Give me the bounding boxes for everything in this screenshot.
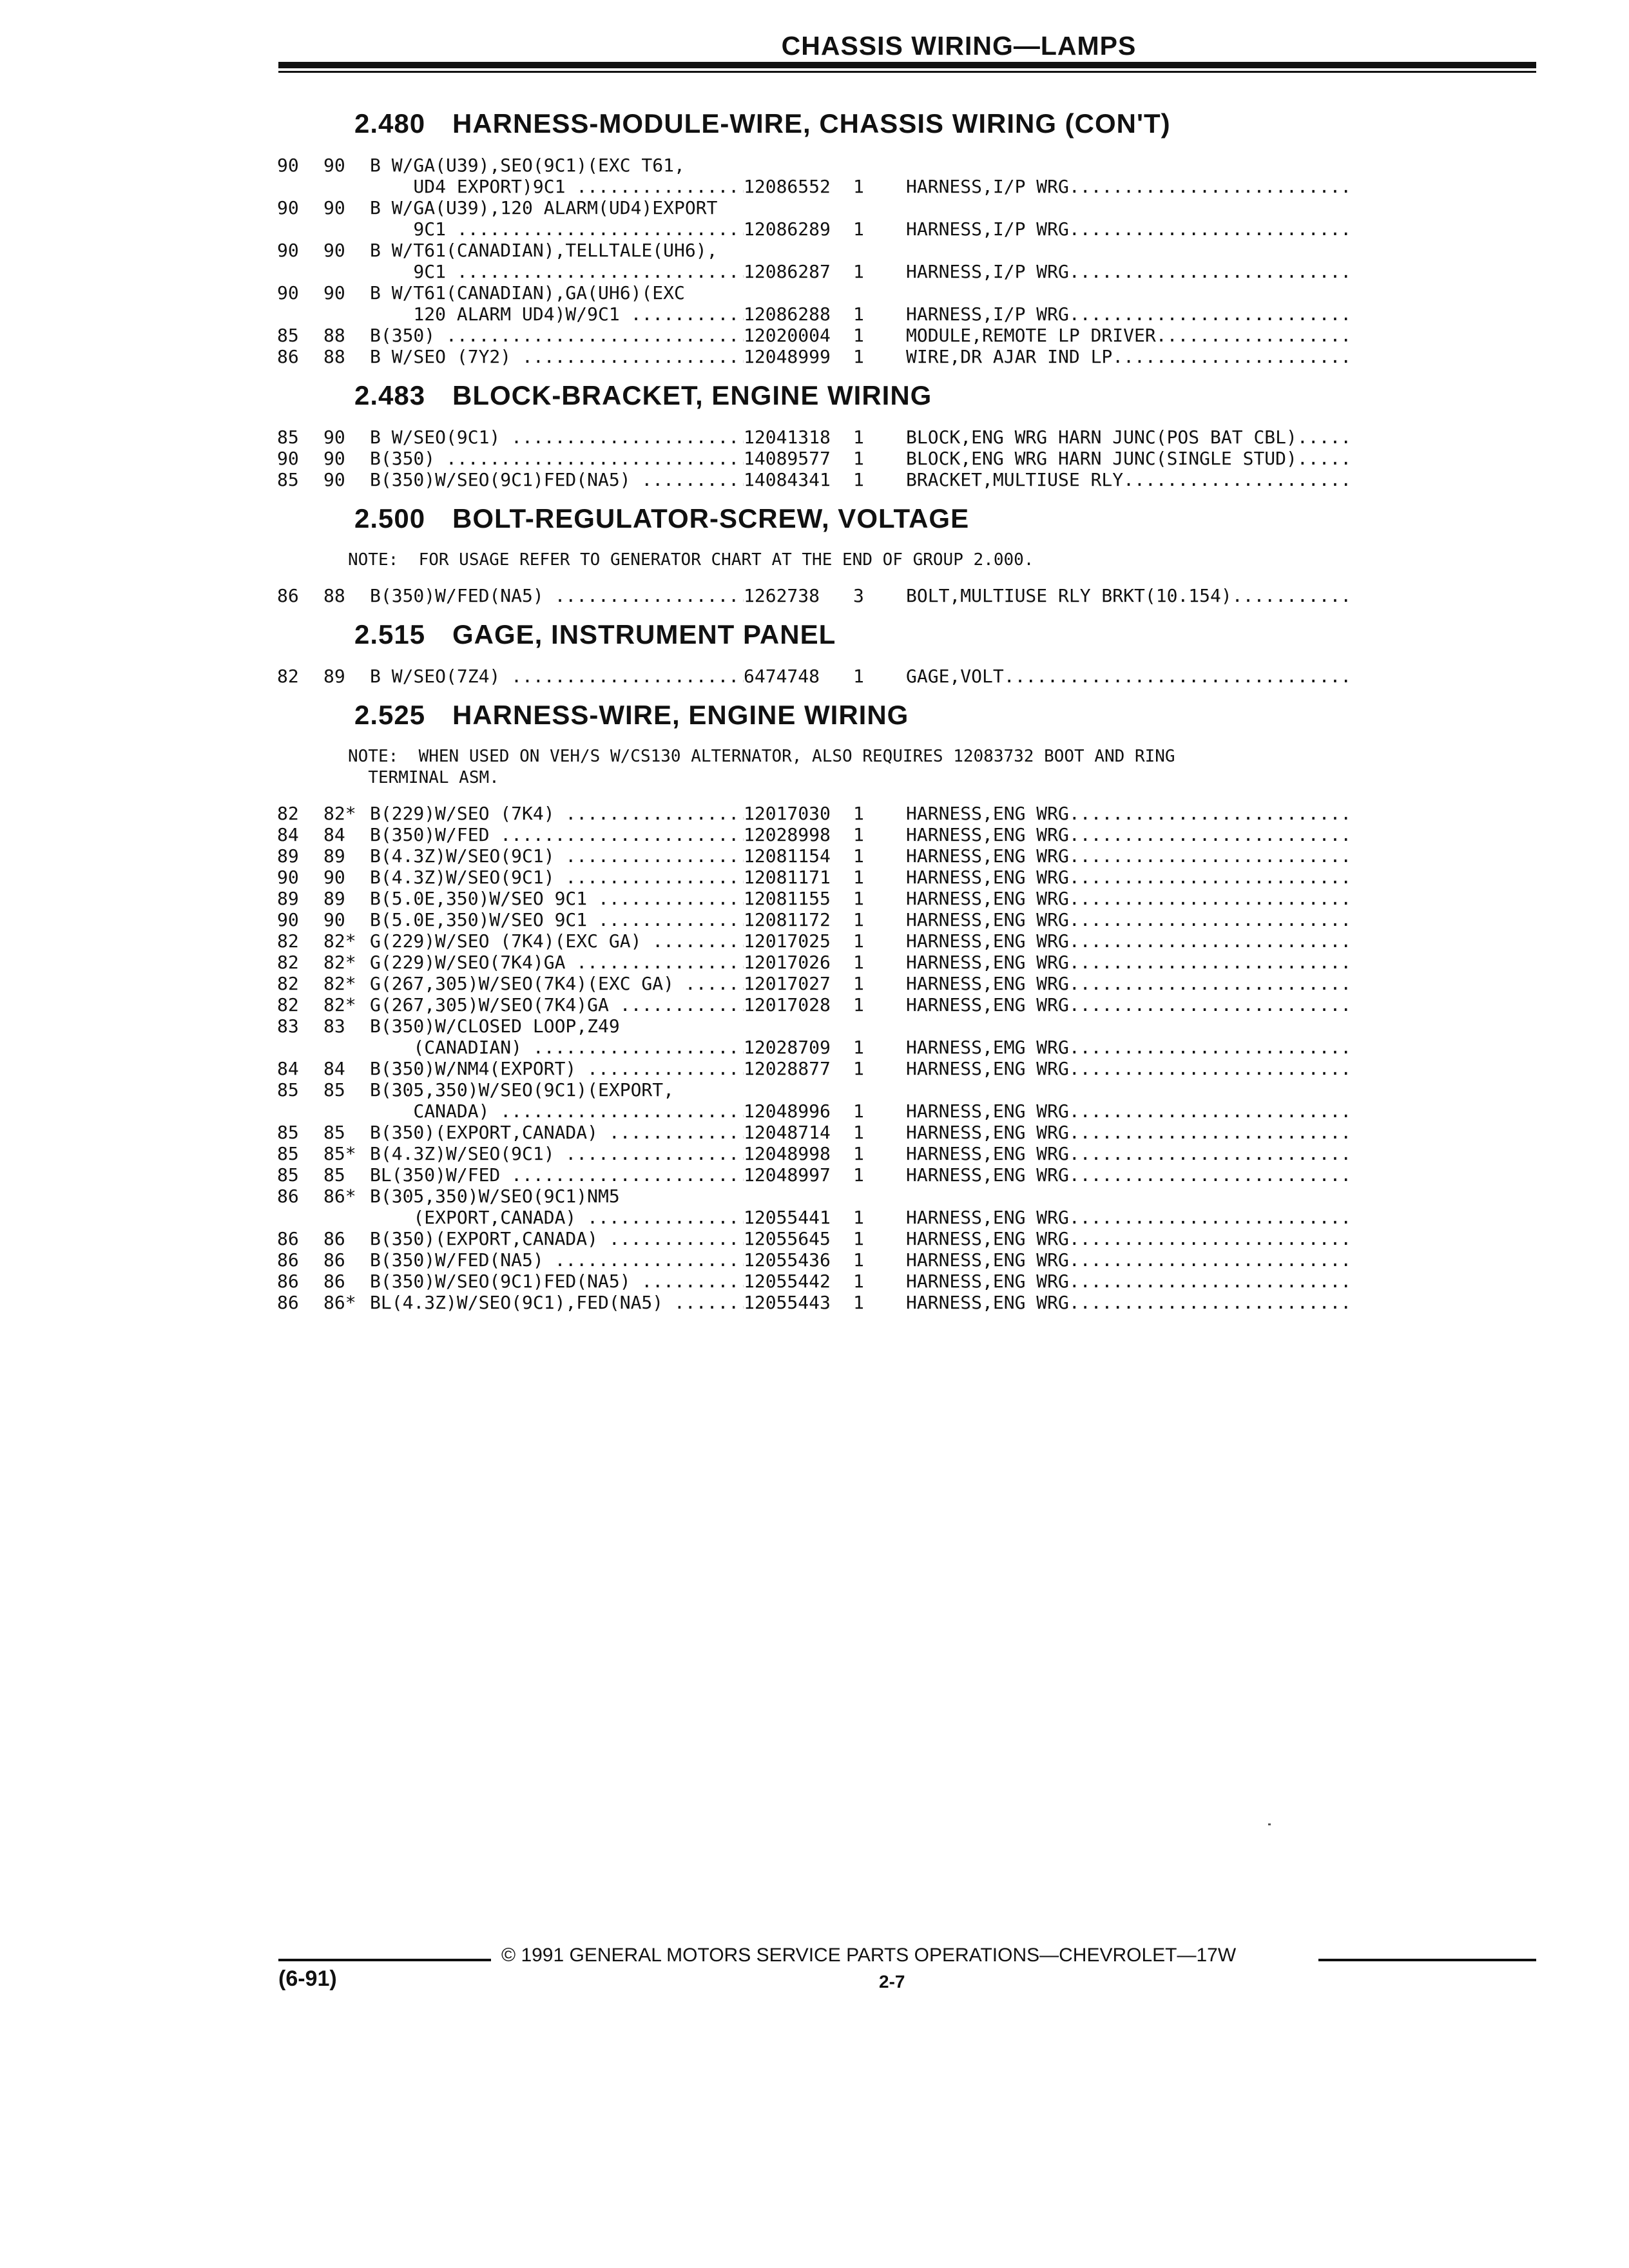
start-year bbox=[277, 1037, 323, 1058]
part-name: HARNESS,ENG WRG ..... bbox=[906, 803, 1351, 824]
table-row bbox=[277, 845, 1540, 867]
part-name: HARNESS,ENG WRG ..... bbox=[906, 824, 1351, 845]
parts-table bbox=[277, 666, 1540, 687]
part-number: 12028709 bbox=[744, 1037, 831, 1058]
section-note: NOTE: WHEN USED ON VEH/S W/CS130 ALTERNATOR, ALSO REQUIRES 12083732 BOOT AND RING TERMINAL ASM. bbox=[348, 747, 1175, 787]
usage-description: B W/T61(CANADIAN),GA(UH6)(EXC bbox=[370, 282, 685, 303]
usage-description: BL(4.3Z)W/SEO(9C1),FED(NA5) ..... bbox=[370, 1292, 744, 1313]
table-row bbox=[277, 240, 1540, 261]
end-year: 82* bbox=[323, 952, 356, 973]
usage-description: B(4.3Z)W/SEO(9C1) ..... bbox=[370, 1143, 744, 1164]
quantity: 1 bbox=[853, 1249, 864, 1271]
table-row bbox=[277, 585, 1540, 606]
part-number: 12081172 bbox=[744, 909, 831, 930]
start-year: 90 bbox=[277, 282, 299, 303]
quantity: 1 bbox=[853, 952, 864, 973]
table-row bbox=[277, 155, 1540, 176]
table-row bbox=[277, 1207, 1540, 1228]
part-name: HARNESS,ENG WRG ..... bbox=[906, 845, 1351, 867]
section-name: BOLT-REGULATOR-SCREW, VOLTAGE bbox=[452, 503, 970, 533]
usage-description: 120 ALARM UD4)W/9C1 ..... bbox=[370, 303, 744, 325]
part-number: 12017028 bbox=[744, 994, 831, 1015]
quantity: 1 bbox=[853, 1058, 864, 1079]
header-rule-thin bbox=[278, 71, 1536, 73]
table-row bbox=[277, 427, 1540, 448]
part-number: 1262738 bbox=[744, 585, 820, 606]
parts-table bbox=[277, 803, 1540, 1313]
start-year: 82 bbox=[277, 994, 299, 1015]
usage-description: (CANADIAN) ..... bbox=[370, 1037, 744, 1058]
end-year: 86 bbox=[323, 1228, 345, 1249]
quantity: 1 bbox=[853, 930, 864, 952]
section-name: HARNESS-MODULE-WIRE, CHASSIS WIRING (CON'T) bbox=[452, 108, 1171, 139]
part-number: 12028998 bbox=[744, 824, 831, 845]
part-name: HARNESS,ENG WRG ..... bbox=[906, 1292, 1351, 1313]
usage-description: B(350)W/FED(NA5) ..... bbox=[370, 585, 744, 606]
usage-description: B(305,350)W/SEO(9C1)(EXPORT, bbox=[370, 1079, 675, 1100]
quantity: 1 bbox=[853, 973, 864, 994]
quantity: 1 bbox=[853, 1207, 864, 1228]
start-year: 84 bbox=[277, 824, 299, 845]
usage-description: B(350) ..... bbox=[370, 448, 744, 469]
quantity: 1 bbox=[853, 994, 864, 1015]
table-row bbox=[277, 1186, 1540, 1207]
part-number: 12055441 bbox=[744, 1207, 831, 1228]
start-year bbox=[277, 261, 323, 282]
end-year bbox=[323, 218, 370, 240]
section-number: 2.480 bbox=[354, 108, 426, 139]
part-name: HARNESS,ENG WRG ..... bbox=[906, 867, 1351, 888]
end-year: 88 bbox=[323, 585, 345, 606]
start-year: 90 bbox=[277, 155, 299, 176]
part-number: 12048714 bbox=[744, 1122, 831, 1143]
end-year: 86* bbox=[323, 1292, 356, 1313]
part-number: 6474748 bbox=[744, 666, 820, 687]
section-2-480 bbox=[277, 104, 1540, 367]
part-name: HARNESS,I/P WRG ..... bbox=[906, 261, 1351, 282]
usage-description: B W/T61(CANADIAN),TELLTALE(UH6), bbox=[370, 240, 718, 261]
section-number: 2.500 bbox=[354, 503, 426, 533]
start-year bbox=[277, 176, 323, 197]
part-number: 14084341 bbox=[744, 469, 831, 490]
start-year: 82 bbox=[277, 666, 299, 687]
start-year: 85 bbox=[277, 469, 299, 490]
usage-description: B(4.3Z)W/SEO(9C1) ..... bbox=[370, 867, 744, 888]
part-number: 14089577 bbox=[744, 448, 831, 469]
end-year: 90 bbox=[323, 155, 345, 176]
usage-description: B(350)W/NM4(EXPORT) ..... bbox=[370, 1058, 744, 1079]
usage-description: B(229)W/SEO (7K4) ..... bbox=[370, 803, 744, 824]
section-name: GAGE, INSTRUMENT PANEL bbox=[452, 619, 836, 649]
usage-description: UD4 EXPORT)9C1 ..... bbox=[370, 176, 744, 197]
quantity: 1 bbox=[853, 1122, 864, 1143]
end-year: 82* bbox=[323, 994, 356, 1015]
part-name: HARNESS,ENG WRG ..... bbox=[906, 1143, 1351, 1164]
start-year: 82 bbox=[277, 803, 299, 824]
end-year: 90 bbox=[323, 282, 345, 303]
quantity: 1 bbox=[853, 1228, 864, 1249]
usage-description: CANADA) ..... bbox=[370, 1100, 744, 1122]
end-year: 90 bbox=[323, 197, 345, 218]
quantity: 1 bbox=[853, 261, 864, 282]
start-year: 86 bbox=[277, 1249, 299, 1271]
usage-description: G(229)W/SEO(7K4)GA ..... bbox=[370, 952, 744, 973]
part-name: BRACKET,MULTIUSE RLY ..... bbox=[906, 469, 1351, 490]
quantity: 1 bbox=[853, 803, 864, 824]
start-year: 90 bbox=[277, 240, 299, 261]
table-row bbox=[277, 176, 1540, 197]
quantity: 1 bbox=[853, 1292, 864, 1313]
part-number: 12017030 bbox=[744, 803, 831, 824]
end-year: 90 bbox=[323, 448, 345, 469]
part-name: HARNESS,ENG WRG ..... bbox=[906, 1207, 1351, 1228]
start-year: 90 bbox=[277, 197, 299, 218]
usage-description: B(5.0E,350)W/SEO 9C1 ..... bbox=[370, 888, 744, 909]
part-number: 12055442 bbox=[744, 1271, 831, 1292]
end-year: 85 bbox=[323, 1122, 345, 1143]
start-year bbox=[277, 303, 323, 325]
section-number: 2.525 bbox=[354, 700, 426, 730]
end-year: 90 bbox=[323, 867, 345, 888]
table-row bbox=[277, 1143, 1540, 1164]
usage-description: 9C1 ..... bbox=[370, 218, 744, 240]
part-name: HARNESS,ENG WRG ..... bbox=[906, 973, 1351, 994]
part-number: 12055645 bbox=[744, 1228, 831, 1249]
table-row bbox=[277, 930, 1540, 952]
part-number: 12020004 bbox=[744, 325, 831, 346]
end-year: 89 bbox=[323, 666, 345, 687]
start-year: 86 bbox=[277, 585, 299, 606]
quantity: 1 bbox=[853, 448, 864, 469]
part-number: 12086552 bbox=[744, 176, 831, 197]
quantity: 1 bbox=[853, 824, 864, 845]
part-name: HARNESS,ENG WRG ..... bbox=[906, 1271, 1351, 1292]
start-year: 86 bbox=[277, 1186, 299, 1207]
table-row bbox=[277, 994, 1540, 1015]
table-row bbox=[277, 909, 1540, 930]
start-year: 82 bbox=[277, 952, 299, 973]
quantity: 1 bbox=[853, 303, 864, 325]
usage-description: B(350)(EXPORT,CANADA) ..... bbox=[370, 1122, 744, 1143]
end-year: 86 bbox=[323, 1249, 345, 1271]
start-year: 85 bbox=[277, 1143, 299, 1164]
end-year bbox=[323, 1100, 370, 1122]
start-year: 82 bbox=[277, 930, 299, 952]
table-row bbox=[277, 346, 1540, 367]
table-row bbox=[277, 1100, 1540, 1122]
quantity: 1 bbox=[853, 1271, 864, 1292]
part-number: 12017026 bbox=[744, 952, 831, 973]
start-year bbox=[277, 1207, 323, 1228]
part-number: 12048998 bbox=[744, 1143, 831, 1164]
usage-description: B W/GA(U39),120 ALARM(UD4)EXPORT bbox=[370, 197, 718, 218]
part-name: WIRE,DR AJAR IND LP ..... bbox=[906, 346, 1351, 367]
quantity: 1 bbox=[853, 867, 864, 888]
quantity: 1 bbox=[853, 346, 864, 367]
end-year: 86* bbox=[323, 1186, 356, 1207]
parts-table bbox=[277, 155, 1540, 367]
section-note: NOTE: FOR USAGE REFER TO GENERATOR CHART AT THE END OF GROUP 2.000. bbox=[348, 550, 1034, 570]
table-row bbox=[277, 218, 1540, 240]
part-name: MODULE,REMOTE LP DRIVER ..... bbox=[906, 325, 1351, 346]
table-row bbox=[277, 867, 1540, 888]
part-name: HARNESS,EMG WRG ..... bbox=[906, 1037, 1351, 1058]
end-year: 85* bbox=[323, 1143, 356, 1164]
part-number: 12041318 bbox=[744, 427, 831, 448]
section-title bbox=[277, 104, 1540, 143]
part-name: GAGE,VOLT ..... bbox=[906, 666, 1351, 687]
start-year: 85 bbox=[277, 1122, 299, 1143]
part-name: BLOCK,ENG WRG HARN JUNC(SINGLE STUD) ..... bbox=[906, 448, 1351, 469]
part-number: 12055443 bbox=[744, 1292, 831, 1313]
start-year: 86 bbox=[277, 346, 299, 367]
start-year: 86 bbox=[277, 1228, 299, 1249]
revision-date: (6-91) bbox=[278, 1966, 337, 1991]
part-name: HARNESS,ENG WRG ..... bbox=[906, 952, 1351, 973]
scan-speck bbox=[1268, 1823, 1271, 1825]
start-year: 84 bbox=[277, 1058, 299, 1079]
usage-description: B(350)(EXPORT,CANADA) ..... bbox=[370, 1228, 744, 1249]
part-name: BOLT,MULTIUSE RLY BRKT(10.154) ..... bbox=[906, 585, 1351, 606]
usage-description: B(4.3Z)W/SEO(9C1) ..... bbox=[370, 845, 744, 867]
table-row bbox=[277, 282, 1540, 303]
end-year: 84 bbox=[323, 824, 345, 845]
end-year: 83 bbox=[323, 1015, 345, 1037]
part-name: HARNESS,I/P WRG ..... bbox=[906, 218, 1351, 240]
section-number: 2.515 bbox=[354, 619, 426, 649]
table-row bbox=[277, 666, 1540, 687]
part-number: 12017027 bbox=[744, 973, 831, 994]
section-name: BLOCK-BRACKET, ENGINE WIRING bbox=[452, 380, 932, 410]
part-number: 12048996 bbox=[744, 1100, 831, 1122]
start-year: 90 bbox=[277, 867, 299, 888]
end-year: 82* bbox=[323, 803, 356, 824]
part-number: 12086288 bbox=[744, 303, 831, 325]
start-year: 85 bbox=[277, 325, 299, 346]
start-year bbox=[277, 1100, 323, 1122]
usage-description: B(350)W/SEO(9C1)FED(NA5) ..... bbox=[370, 469, 744, 490]
table-row bbox=[277, 1079, 1540, 1100]
end-year: 85 bbox=[323, 1164, 345, 1186]
page-number: 2-7 bbox=[879, 1972, 905, 1992]
end-year: 90 bbox=[323, 469, 345, 490]
usage-description: B W/SEO(9C1) ..... bbox=[370, 427, 744, 448]
table-row bbox=[277, 803, 1540, 824]
parts-table bbox=[277, 585, 1540, 606]
section-title bbox=[277, 615, 1540, 654]
part-number: 12081155 bbox=[744, 888, 831, 909]
table-row bbox=[277, 1122, 1540, 1143]
table-row bbox=[277, 1164, 1540, 1186]
part-number: 12048997 bbox=[744, 1164, 831, 1186]
part-number: 12086287 bbox=[744, 261, 831, 282]
part-number: 12048999 bbox=[744, 346, 831, 367]
table-row bbox=[277, 261, 1540, 282]
start-year: 86 bbox=[277, 1271, 299, 1292]
part-number: 12081154 bbox=[744, 845, 831, 867]
start-year bbox=[277, 218, 323, 240]
end-year bbox=[323, 303, 370, 325]
start-year: 82 bbox=[277, 973, 299, 994]
table-row bbox=[277, 1015, 1540, 1037]
end-year: 82* bbox=[323, 973, 356, 994]
end-year: 90 bbox=[323, 240, 345, 261]
end-year: 89 bbox=[323, 888, 345, 909]
part-number: 12086289 bbox=[744, 218, 831, 240]
usage-description: B(350) ..... bbox=[370, 325, 744, 346]
section-number: 2.483 bbox=[354, 380, 426, 410]
section-2-525 bbox=[277, 696, 1540, 1313]
usage-description: 9C1 ..... bbox=[370, 261, 744, 282]
usage-description: B(350)W/CLOSED LOOP,Z49 bbox=[370, 1015, 620, 1037]
end-year: 85 bbox=[323, 1079, 345, 1100]
end-year bbox=[323, 261, 370, 282]
quantity: 1 bbox=[853, 666, 864, 687]
table-row bbox=[277, 1271, 1540, 1292]
table-row bbox=[277, 824, 1540, 845]
start-year: 90 bbox=[277, 909, 299, 930]
usage-description: B(350)W/FED(NA5) ..... bbox=[370, 1249, 744, 1271]
section-title bbox=[277, 376, 1540, 415]
section-name: HARNESS-WIRE, ENGINE WIRING bbox=[452, 700, 909, 730]
usage-description: B(305,350)W/SEO(9C1)NM5 bbox=[370, 1186, 620, 1207]
part-name: HARNESS,ENG WRG ..... bbox=[906, 1122, 1351, 1143]
quantity: 1 bbox=[853, 1143, 864, 1164]
quantity: 1 bbox=[853, 469, 864, 490]
quantity: 1 bbox=[853, 427, 864, 448]
quantity: 1 bbox=[853, 325, 864, 346]
table-row bbox=[277, 952, 1540, 973]
section-title bbox=[277, 499, 1540, 538]
part-name: HARNESS,ENG WRG ..... bbox=[906, 909, 1351, 930]
quantity: 1 bbox=[853, 1164, 864, 1186]
parts-table bbox=[277, 427, 1540, 490]
end-year: 84 bbox=[323, 1058, 345, 1079]
table-row bbox=[277, 303, 1540, 325]
usage-description: B W/SEO(7Z4) ..... bbox=[370, 666, 744, 687]
usage-description: B(350)W/SEO(9C1)FED(NA5) ..... bbox=[370, 1271, 744, 1292]
usage-description: G(229)W/SEO (7K4)(EXC GA) ..... bbox=[370, 930, 744, 952]
part-number: 12017025 bbox=[744, 930, 831, 952]
footer-rule-right bbox=[1318, 1959, 1536, 1961]
header-rule bbox=[278, 62, 1536, 68]
part-name: HARNESS,ENG WRG ..... bbox=[906, 1249, 1351, 1271]
start-year: 85 bbox=[277, 427, 299, 448]
part-name: HARNESS,ENG WRG ..... bbox=[906, 930, 1351, 952]
page-header bbox=[278, 31, 1536, 61]
end-year: 90 bbox=[323, 909, 345, 930]
usage-description: BL(350)W/FED ..... bbox=[370, 1164, 744, 1186]
usage-description: B(350)W/FED ..... bbox=[370, 824, 744, 845]
start-year: 83 bbox=[277, 1015, 299, 1037]
part-name: HARNESS,ENG WRG ..... bbox=[906, 1100, 1351, 1122]
table-row bbox=[277, 1292, 1540, 1313]
table-row bbox=[277, 325, 1540, 346]
quantity: 1 bbox=[853, 1100, 864, 1122]
copyright-line: © 1991 GENERAL MOTORS SERVICE PARTS OPERATIONS—CHEVROLET—17W bbox=[501, 1945, 1237, 1966]
table-row bbox=[277, 1249, 1540, 1271]
part-number: 12028877 bbox=[744, 1058, 831, 1079]
part-name: HARNESS,I/P WRG ..... bbox=[906, 176, 1351, 197]
start-year: 90 bbox=[277, 448, 299, 469]
start-year: 85 bbox=[277, 1079, 299, 1100]
table-row bbox=[277, 1228, 1540, 1249]
part-name: HARNESS,ENG WRG ..... bbox=[906, 994, 1351, 1015]
usage-description: G(267,305)W/SEO(7K4)GA ..... bbox=[370, 994, 744, 1015]
start-year: 89 bbox=[277, 845, 299, 867]
section-title bbox=[277, 696, 1540, 735]
usage-description: B W/GA(U39),SEO(9C1)(EXC T61, bbox=[370, 155, 685, 176]
quantity: 1 bbox=[853, 845, 864, 867]
quantity: 3 bbox=[853, 585, 864, 606]
part-name: HARNESS,I/P WRG ..... bbox=[906, 303, 1351, 325]
end-year bbox=[323, 176, 370, 197]
part-name: BLOCK,ENG WRG HARN JUNC(POS BAT CBL) ..... bbox=[906, 427, 1351, 448]
page-title: CHASSIS WIRING—LAMPS bbox=[781, 31, 1137, 61]
table-row bbox=[277, 448, 1540, 469]
parts-listing bbox=[277, 97, 1540, 1322]
usage-description: (EXPORT,CANADA) ..... bbox=[370, 1207, 744, 1228]
table-row bbox=[277, 469, 1540, 490]
section-2-515 bbox=[277, 615, 1540, 687]
end-year: 82* bbox=[323, 930, 356, 952]
end-year: 88 bbox=[323, 346, 345, 367]
part-number: 12055436 bbox=[744, 1249, 831, 1271]
table-row bbox=[277, 1058, 1540, 1079]
usage-description: B(5.0E,350)W/SEO 9C1 ..... bbox=[370, 909, 744, 930]
quantity: 1 bbox=[853, 1037, 864, 1058]
end-year: 90 bbox=[323, 427, 345, 448]
quantity: 1 bbox=[853, 176, 864, 197]
table-row bbox=[277, 1037, 1540, 1058]
section-2-500 bbox=[277, 499, 1540, 606]
section-2-483 bbox=[277, 376, 1540, 490]
end-year: 88 bbox=[323, 325, 345, 346]
part-name: HARNESS,ENG WRG ..... bbox=[906, 1058, 1351, 1079]
end-year: 86 bbox=[323, 1271, 345, 1292]
end-year bbox=[323, 1207, 370, 1228]
table-row bbox=[277, 197, 1540, 218]
part-name: HARNESS,ENG WRG ..... bbox=[906, 1164, 1351, 1186]
part-name: HARNESS,ENG WRG ..... bbox=[906, 1228, 1351, 1249]
quantity: 1 bbox=[853, 218, 864, 240]
start-year: 89 bbox=[277, 888, 299, 909]
part-number: 12081171 bbox=[744, 867, 831, 888]
table-row bbox=[277, 973, 1540, 994]
usage-description: G(267,305)W/SEO(7K4)(EXC GA) ..... bbox=[370, 973, 744, 994]
footer-rule-left bbox=[278, 1959, 491, 1961]
quantity: 1 bbox=[853, 909, 864, 930]
part-name: HARNESS,ENG WRG ..... bbox=[906, 888, 1351, 909]
end-year: 89 bbox=[323, 845, 345, 867]
start-year: 85 bbox=[277, 1164, 299, 1186]
end-year bbox=[323, 1037, 370, 1058]
start-year: 86 bbox=[277, 1292, 299, 1313]
quantity: 1 bbox=[853, 888, 864, 909]
usage-description: B W/SEO (7Y2) ..... bbox=[370, 346, 744, 367]
table-row bbox=[277, 888, 1540, 909]
